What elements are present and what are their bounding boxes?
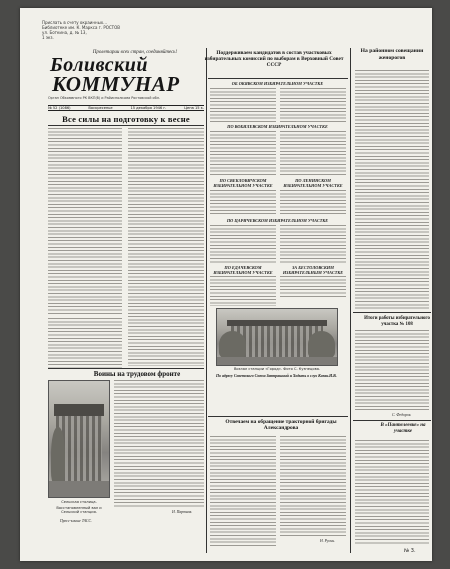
article-column bbox=[355, 440, 429, 544]
panteleevka-headline: В «Пантелеевке» на участке bbox=[380, 423, 426, 434]
divider bbox=[208, 78, 348, 79]
photo-station bbox=[48, 380, 110, 498]
masthead bbox=[48, 56, 198, 96]
column-rule bbox=[350, 48, 351, 553]
stamp-line-1: Прислать в счету окраинных… bbox=[42, 20, 108, 25]
signature: Н. Русин. bbox=[320, 539, 336, 543]
stamp-line-2: Библиотеке им. К. Маркса г. РОСТОВ bbox=[42, 25, 121, 30]
article-column bbox=[280, 190, 346, 216]
article-column bbox=[210, 276, 276, 306]
article-column bbox=[114, 380, 204, 508]
stamp-line-4: 1 экз. bbox=[42, 35, 54, 40]
section-heading: ОБ ОКЯВСКОМ ИЗБИРАТЕЛЬНОМ УЧАСТКЕ bbox=[231, 81, 324, 86]
elections-headline: Поддерживаем кандидатов в состав участковых избирательных комиссий по выборам в Верховный Совет СССР bbox=[204, 50, 344, 69]
article-column bbox=[280, 225, 346, 263]
article-column bbox=[210, 131, 276, 175]
stamp-line-3: ул. Боткина, д. № 13, bbox=[42, 30, 87, 35]
column-rule bbox=[206, 48, 207, 553]
divider bbox=[353, 312, 431, 313]
section-heading: ЗА БЕСТОЛОВСКИМ ИЗБИРАТЕЛЬНЫМ УЧАСТКЕ bbox=[282, 265, 344, 275]
article-column bbox=[280, 276, 346, 298]
main-headline: Все силы на подготовку к весне bbox=[62, 114, 190, 124]
newspaper-page bbox=[20, 8, 432, 561]
issue-number: № 52 (1086) bbox=[48, 106, 71, 110]
photo-caption-detail: Восстановленный вал и Сельский станция. bbox=[56, 506, 102, 515]
section-heading: ПО ВОБИЛЕВСКОМ ИЗБИРАТЕЛЬНОМ УЧАСТКЕ bbox=[227, 124, 328, 129]
issue-day: Воскресенье bbox=[88, 106, 113, 110]
folio: № 3. bbox=[404, 548, 416, 554]
divider bbox=[208, 416, 348, 417]
section-heading: ПО ЛЕНИНСКОМ ИЗБИРАТЕЛЬНОМ УЧАСТКЕ bbox=[283, 178, 343, 188]
photo-caption: Сельская столица. bbox=[61, 500, 97, 504]
women-meeting-headline: На районном совещании женорогов bbox=[360, 48, 424, 61]
signature: С. Федоров. bbox=[392, 413, 412, 417]
article-column bbox=[210, 436, 276, 546]
motto: Пролетарии всех стран, соединяйтесь! bbox=[92, 50, 178, 55]
results-headline: Итоги работы избирательного участка № 108 bbox=[364, 316, 430, 327]
article-column bbox=[280, 131, 346, 175]
masthead-subhead: Орган Обкомвного РК ВКП(б) и Райисполкома Ростовской обл. bbox=[48, 96, 160, 100]
masthead-line-2: КОММУНАР bbox=[52, 72, 180, 96]
signature: И. Партнов. bbox=[172, 510, 193, 514]
article-column bbox=[210, 88, 276, 122]
issue-date: 15 декабря 1946 г. bbox=[130, 106, 167, 110]
article-column bbox=[355, 330, 429, 412]
issue-price: Цена 15 к. bbox=[184, 106, 204, 110]
library-stamp bbox=[42, 20, 127, 44]
section-heading: ПО ЦАРИЧЕВСКОМ ИЗБИРАТЕЛЬНОМ УЧАСТКЕ bbox=[226, 218, 329, 223]
photo-building bbox=[216, 308, 338, 366]
article-column bbox=[210, 225, 276, 263]
war-headline: Воины на трудовом фронте bbox=[93, 370, 181, 378]
photo-caption: Вокзал станции «Город». Фото С. Кузнецова. bbox=[233, 367, 321, 371]
divider bbox=[48, 125, 204, 126]
article-column bbox=[48, 318, 122, 368]
appeal-headline: Отвечаем на обращение тракторной бригады Александрова bbox=[225, 419, 337, 432]
section-heading: ПО СВЕКЛОВИЧСКОМ ИЗБИРАТЕЛЬНОМ УЧАСТКЕ bbox=[213, 178, 273, 188]
address-line: По адресу Советского Союза Завтрашний и Ходить в слух Казак.И.В. bbox=[216, 374, 337, 378]
article-column bbox=[128, 128, 204, 366]
signature: Пресс-клише ТАСС. bbox=[60, 519, 92, 523]
divider bbox=[353, 420, 431, 421]
article-column bbox=[210, 190, 276, 216]
masthead-line-1: Боливский bbox=[50, 54, 149, 76]
article-column bbox=[280, 88, 346, 122]
dateline bbox=[48, 105, 204, 111]
section-heading: ПО ЕДАЧЕВСКОМ ИЗБИРАТЕЛЬНОМ УЧАСТКЕ bbox=[213, 265, 273, 275]
article-column bbox=[355, 70, 429, 310]
article-column bbox=[48, 128, 122, 314]
divider bbox=[48, 368, 204, 369]
article-column bbox=[280, 436, 346, 536]
